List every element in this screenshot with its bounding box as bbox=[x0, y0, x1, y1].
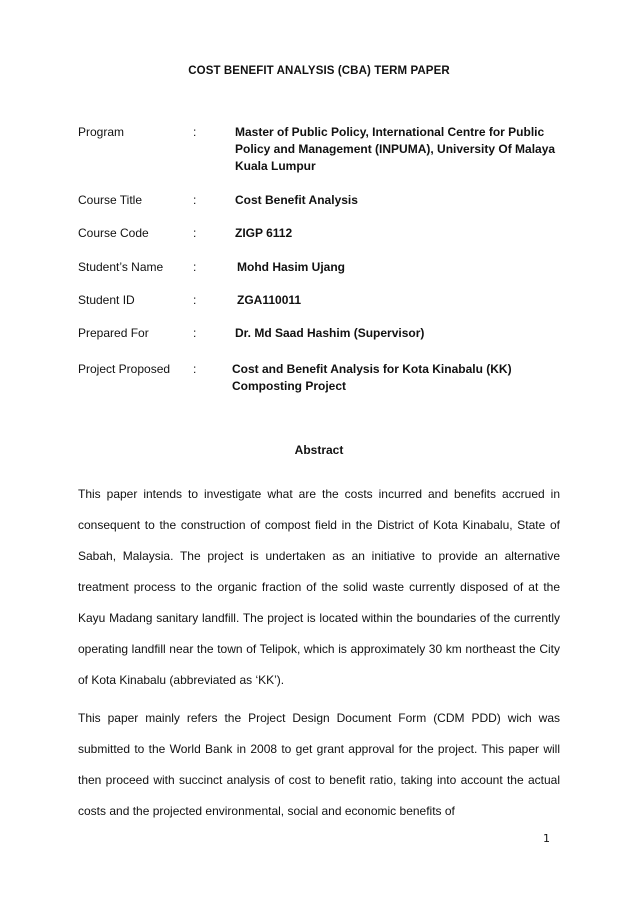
info-value: Master of Public Policy, International Centre for Public Policy and Management (INPUMA), University Of Malaya Kuala Lumpur bbox=[235, 125, 556, 173]
info-label: Prepared For bbox=[78, 326, 149, 340]
info-value: Dr. Md Saad Hashim (Supervisor) bbox=[235, 326, 425, 340]
info-colon: : bbox=[193, 326, 197, 340]
info-value: Cost Benefit Analysis bbox=[235, 193, 358, 207]
info-label: Course Title bbox=[78, 193, 143, 207]
info-value: Mohd Hasim Ujang bbox=[237, 260, 346, 274]
abstract-heading: Abstract bbox=[294, 443, 344, 457]
info-colon: : bbox=[193, 362, 197, 376]
info-label: Student ID bbox=[78, 293, 135, 307]
info-label: Student’s Name bbox=[78, 260, 164, 274]
info-label: Course Code bbox=[78, 226, 149, 240]
info-colon: : bbox=[193, 226, 197, 240]
abstract-paragraph: This paper intends to investigate what are the costs incurred and benefits accrued in consequent to the construction of compost field in the District of Kota Kinabalu, State of Sabah, Malaysia. The project is undertaken as an initiative to provide an alternative treatment process to the organic fraction of the solid waste currently disposed of at the Kayu Madang sanitary landfill. The project is located within the boundaries of the currently operating landfill near the town of Telipok, which is approximately 30 km northeast the City of Kota Kinabalu (abbreviated as ‘KK’). bbox=[78, 487, 560, 687]
info-value: ZGA110011 bbox=[237, 293, 302, 307]
info-colon: : bbox=[193, 125, 197, 139]
info-label: Project Proposed bbox=[78, 362, 171, 376]
info-colon: : bbox=[193, 193, 197, 207]
info-colon: : bbox=[193, 293, 197, 307]
body-paragraph: This paper mainly refers the Project Design Document Form (CDM PDD) wich was submitted to the World Bank in 2008 to get grant approval for the project. This paper will then proceed with succinct analysis of cost to benefit ratio, taking into account the actual costs and the projected environmental, social and economic benefits of bbox=[78, 711, 560, 818]
info-value: Cost and Benefit Analysis for Kota Kinabalu (KK) Composting Project bbox=[232, 362, 512, 393]
info-label: Program bbox=[78, 125, 125, 139]
info-value: ZIGP 6112 bbox=[235, 226, 293, 240]
page-number: 1 bbox=[543, 832, 550, 845]
info-colon: : bbox=[193, 260, 197, 274]
document-title: COST BENEFIT ANALYSIS (CBA) TERM PAPER bbox=[188, 65, 450, 77]
